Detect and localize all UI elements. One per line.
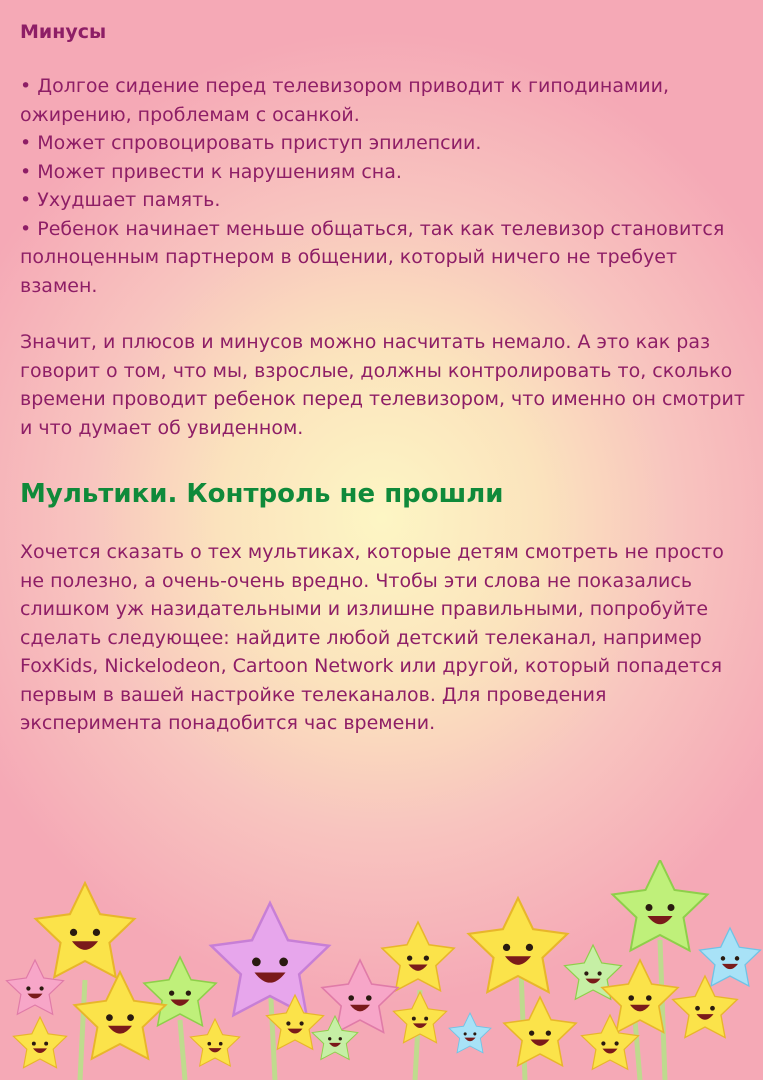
list-item: • Может спровоцировать приступ эпилепсии.	[20, 129, 745, 158]
minus-heading: Минусы	[20, 21, 107, 43]
cartoons-heading: Мультики. Контроль не прошли	[20, 479, 504, 509]
document-body	[20, 18, 745, 738]
list-item: • Долгое сидение перед телевизором приводит к гиподинамии, ожирению, проблемам с осанкой.	[20, 72, 745, 129]
list-item: • Ухудшает память.	[20, 186, 745, 215]
list-item: • Может привести к нарушениям сна.	[20, 158, 745, 187]
cartoons-paragraph: Хочется сказать о тех мультиках, которые детям смотреть не просто не полезно, а очень-очень вредно. Чтобы эти слова не показались слишком уж назидательными и излишне правильными, попробуйте сделать следующее: найдите любой детский телеканал, например FoxKids, Nickelodeon, Cartoon Network или другой, который попадется первым в вашей настройке телеканалов. Для проведения эксперимента понадобится час времени.	[20, 541, 724, 734]
minus-list	[20, 72, 745, 300]
smiling-star-flowers-icon	[0, 860, 763, 1080]
conclusion-paragraph: Значит, и плюсов и минусов можно насчитать немало. А это как раз говорит о том, что мы, взрослые, должны контролировать то, сколько времени проводит ребенок перед телевизором, что именно он смотрит и что думает об увиденном.	[20, 331, 745, 439]
list-item: • Ребенок начинает меньше общаться, так как телевизор становится полноценным партнером в общении, который ничего не требует взамен.	[20, 215, 745, 301]
